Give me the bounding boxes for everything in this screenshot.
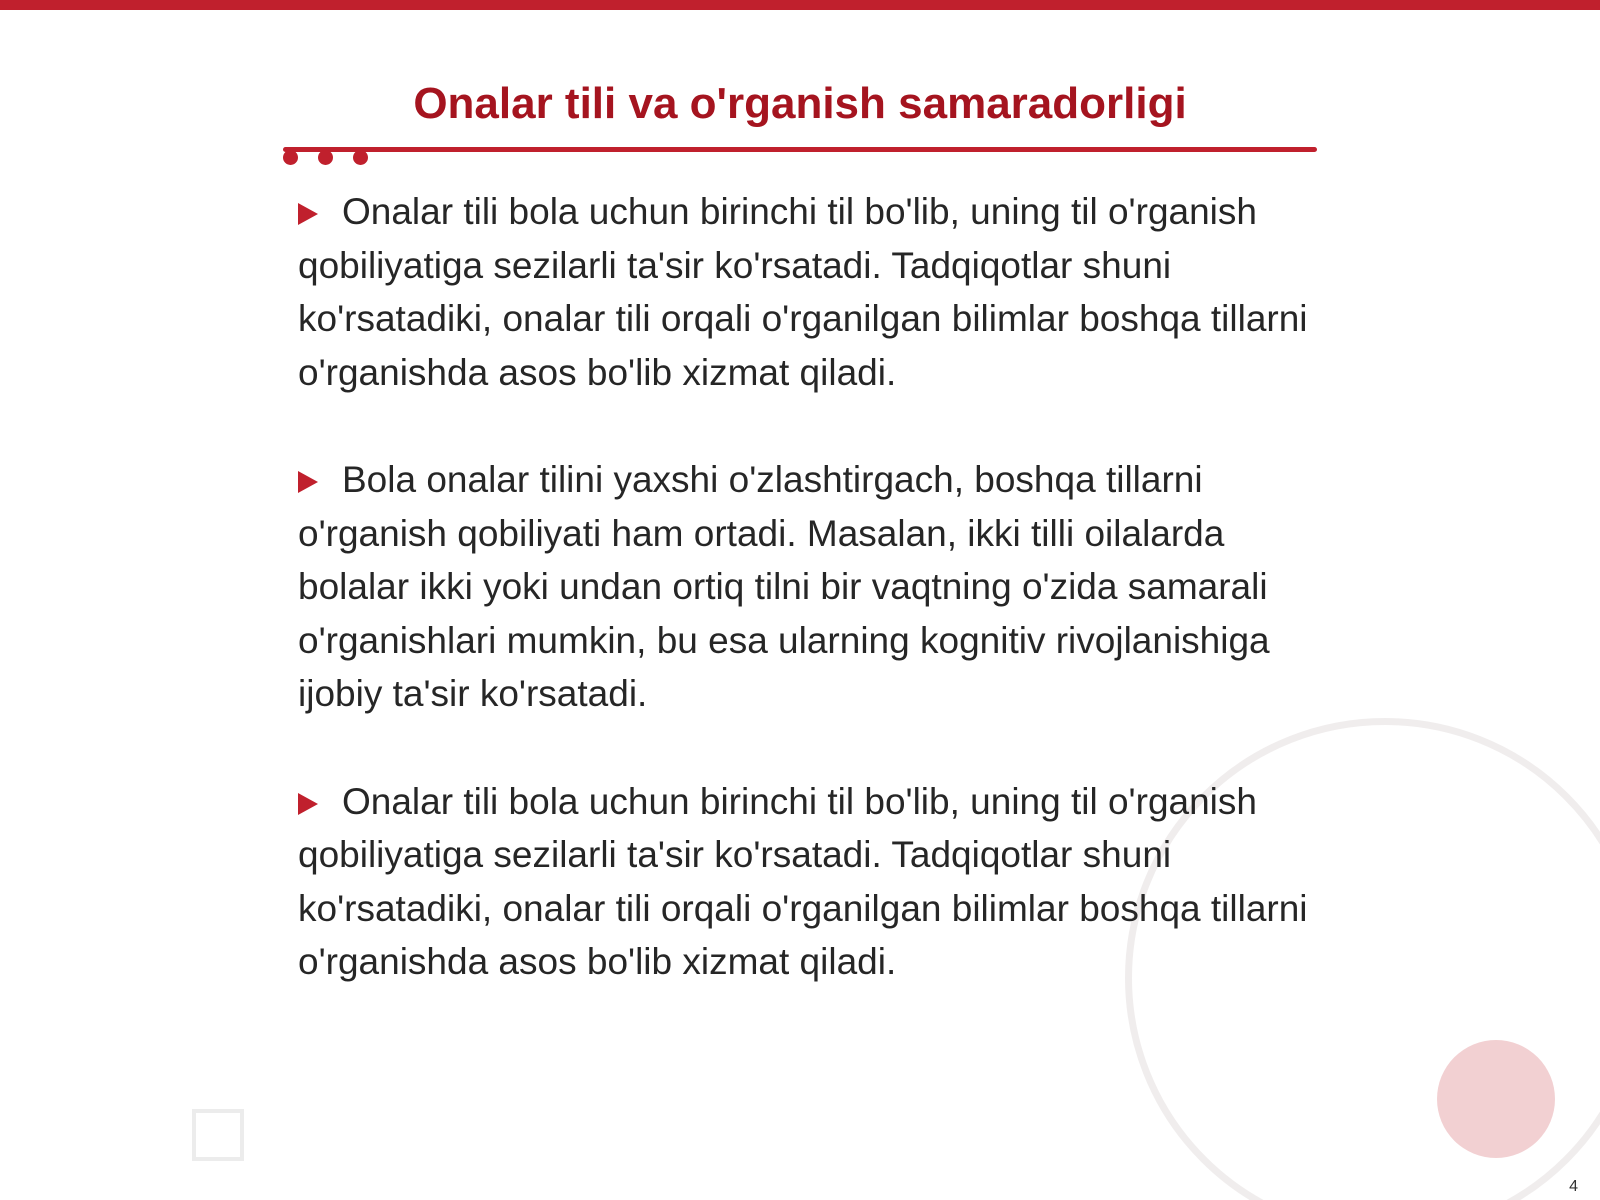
decorative-dot bbox=[283, 150, 298, 165]
bullet-item bbox=[298, 775, 1308, 989]
triangle-right-icon bbox=[298, 203, 318, 225]
bullet-text: Onalar tili bola uchun birinchi til bo'lib, uning til o'rganish qobiliyatiga sezilarli ta'sir ko'rsatadi. Tadqiqotlar shuni ko'rsatadiki, onalar tili orqali o'rganilgan bilimlar boshqa tillarni o'rganishda asos bo'lib xizmat qiladi. bbox=[298, 780, 1308, 982]
slide-title: Onalar tili va o'rganish samaradorligi bbox=[413, 79, 1187, 128]
bullet-text: Bola onalar tilini yaxshi o'zlashtirgach, boshqa tillarni o'rganish qobiliyati ham ortadi. Masalan, ikki tilli oilalarda bolalar ikki yoki undan ortiq tilni bir vaqtning o'zida samarali o'rganishlari mumkin, bu esa ularning kognitiv rivojlanishiga ijobiy ta'sir ko'rsatadi. bbox=[298, 459, 1270, 714]
bullet-item bbox=[298, 453, 1308, 721]
top-accent-bar bbox=[0, 0, 1600, 10]
triangle-right-icon bbox=[298, 793, 318, 815]
triangle-right-icon bbox=[298, 471, 318, 493]
decorative-dot bbox=[353, 150, 368, 165]
bullet-list bbox=[298, 185, 1308, 1043]
bullet-item bbox=[298, 185, 1308, 399]
page-number: 4 bbox=[1569, 1178, 1578, 1195]
bullet-text: Onalar tili bola uchun birinchi til bo'lib, uning til o'rganish qobiliyatiga sezilarli ta'sir ko'rsatadi. Tadqiqotlar shuni ko'rsatadiki, onalar tili orqali o'rganilgan bilimlar boshqa tillarni o'rganishda asos bo'lib xizmat qiladi. bbox=[298, 191, 1308, 393]
decorative-circle bbox=[1437, 1040, 1555, 1158]
title-underline bbox=[283, 147, 1317, 152]
decorative-square bbox=[192, 1109, 244, 1161]
decorative-dot bbox=[318, 150, 333, 165]
